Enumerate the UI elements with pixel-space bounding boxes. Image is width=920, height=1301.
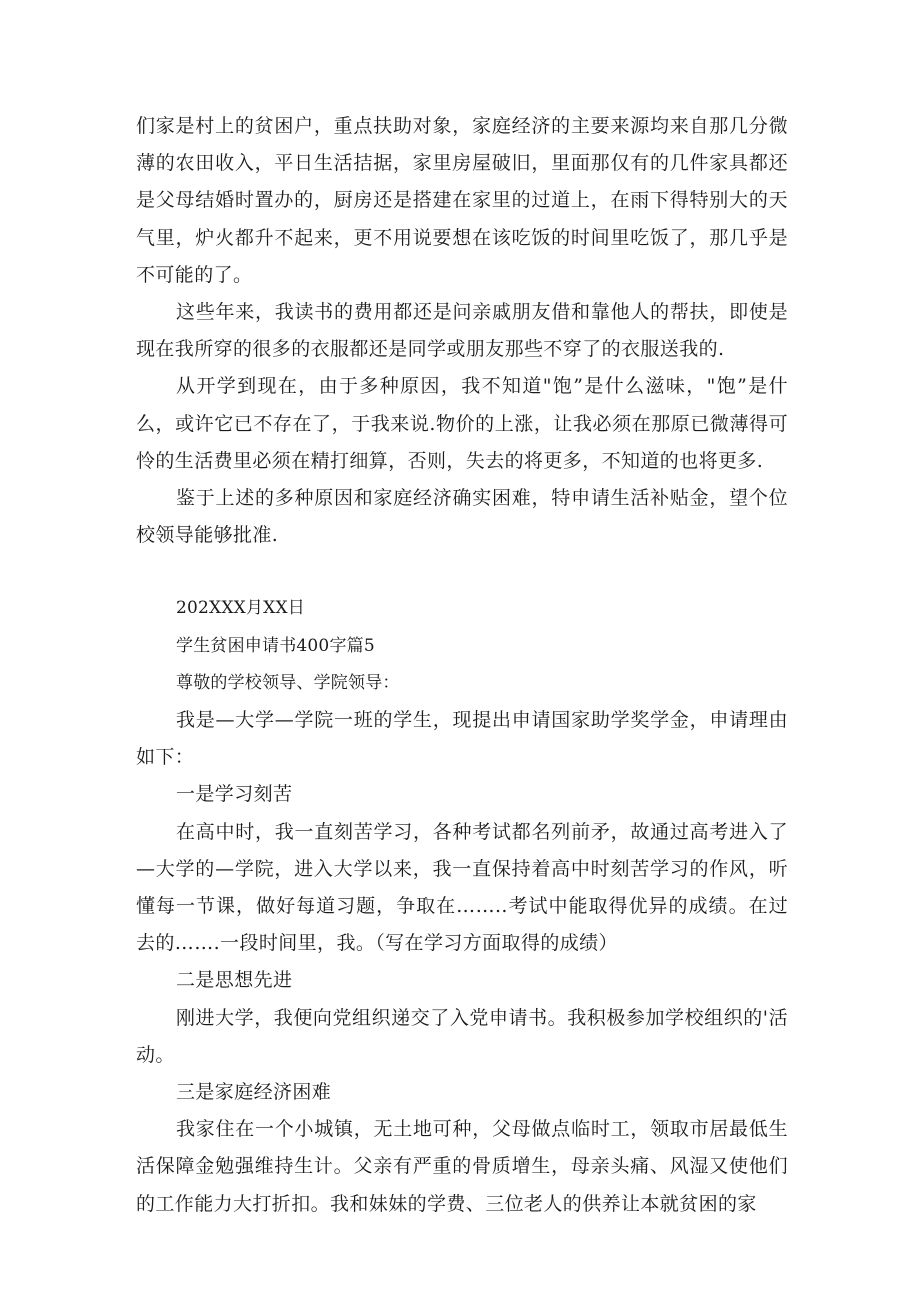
date-line: 202XXX月XX日 bbox=[176, 598, 305, 619]
application-intro: 我是—大学—学院一班的学生，现提出申请国家助学奖学金，申请理由如下： bbox=[136, 709, 788, 769]
body-paragraph-4: 鉴于上述的多种原因和家庭经济确实困难，特申请生活补贴金，望个位校领导能够批准. bbox=[136, 487, 788, 547]
body-paragraph-1: 们家是村上的贫困户，重点扶助对象，家庭经济的主要来源均来自那几分微薄的农田收入，平日生活拮据，家里房屋破旧，里面那仅有的几件家具都还是父母结婚时置办的，厨房还是搭建在家里的过道上，在雨下得特别大的天气里，炉火都升不起来，更不用说要想在该吃饭的时间里吃饭了，那几乎是不可能的了。 bbox=[136, 115, 788, 286]
reason-family-paragraph: 我家住在一个小城镇，无土地可种，父母做点临时工，领取市居最低生活保障金勉强维持生计。父亲有严重的骨质增生，母亲头痛、风湿又使他们的工作能力大打折扣。我和妹妹的学费、三位老人的供养让本就贫困的家 bbox=[136, 1118, 788, 1215]
document-page bbox=[136, 108, 788, 1223]
blank-line bbox=[136, 554, 788, 590]
reason-heading-family: 三是家庭经济困难 bbox=[176, 1081, 332, 1104]
body-paragraph-3: 从开学到现在，由于多种原因，我不知道"饱”是什么滋味，"饱”是什么，或许它已不存在了，于我来说.物价的上涨，让我必须在那原已微薄得可怜的生活费里必须在精打细算，否则，失去的将更多，不知道的也将更多. bbox=[136, 375, 788, 472]
reason-heading-thought: 二是思想先进 bbox=[176, 969, 293, 992]
reason-thought-paragraph: 刚进大学，我便向党组织递交了入党申请书。我积极参加学校组织的'活动。 bbox=[136, 1006, 788, 1066]
reason-study-paragraph: 在高中时，我一直刻苦学习，各种考试都名列前矛，故通过高考进入了—大学的—学院，进入大学以来，我一直保持着高中时刻苦学习的作风，听懂每一节课，做好每道习题，争取在……..考试中能取得优异的成绩。在过去的…….一段时间里，我。（写在学习方面取得的成绩） bbox=[136, 820, 788, 955]
salutation: 尊敬的学校领导、学院领导： bbox=[176, 672, 400, 693]
body-paragraph-2: 这些年来，我读书的费用都还是问亲戚朋友借和靠他人的帮扶，即使是现在我所穿的很多的衣服都还是同学或朋友那些不穿了的衣服送我的. bbox=[136, 301, 788, 361]
section-heading: 学生贫困申请书400字篇5 bbox=[176, 635, 375, 656]
reason-heading-study: 一是学习刻苦 bbox=[176, 783, 293, 806]
